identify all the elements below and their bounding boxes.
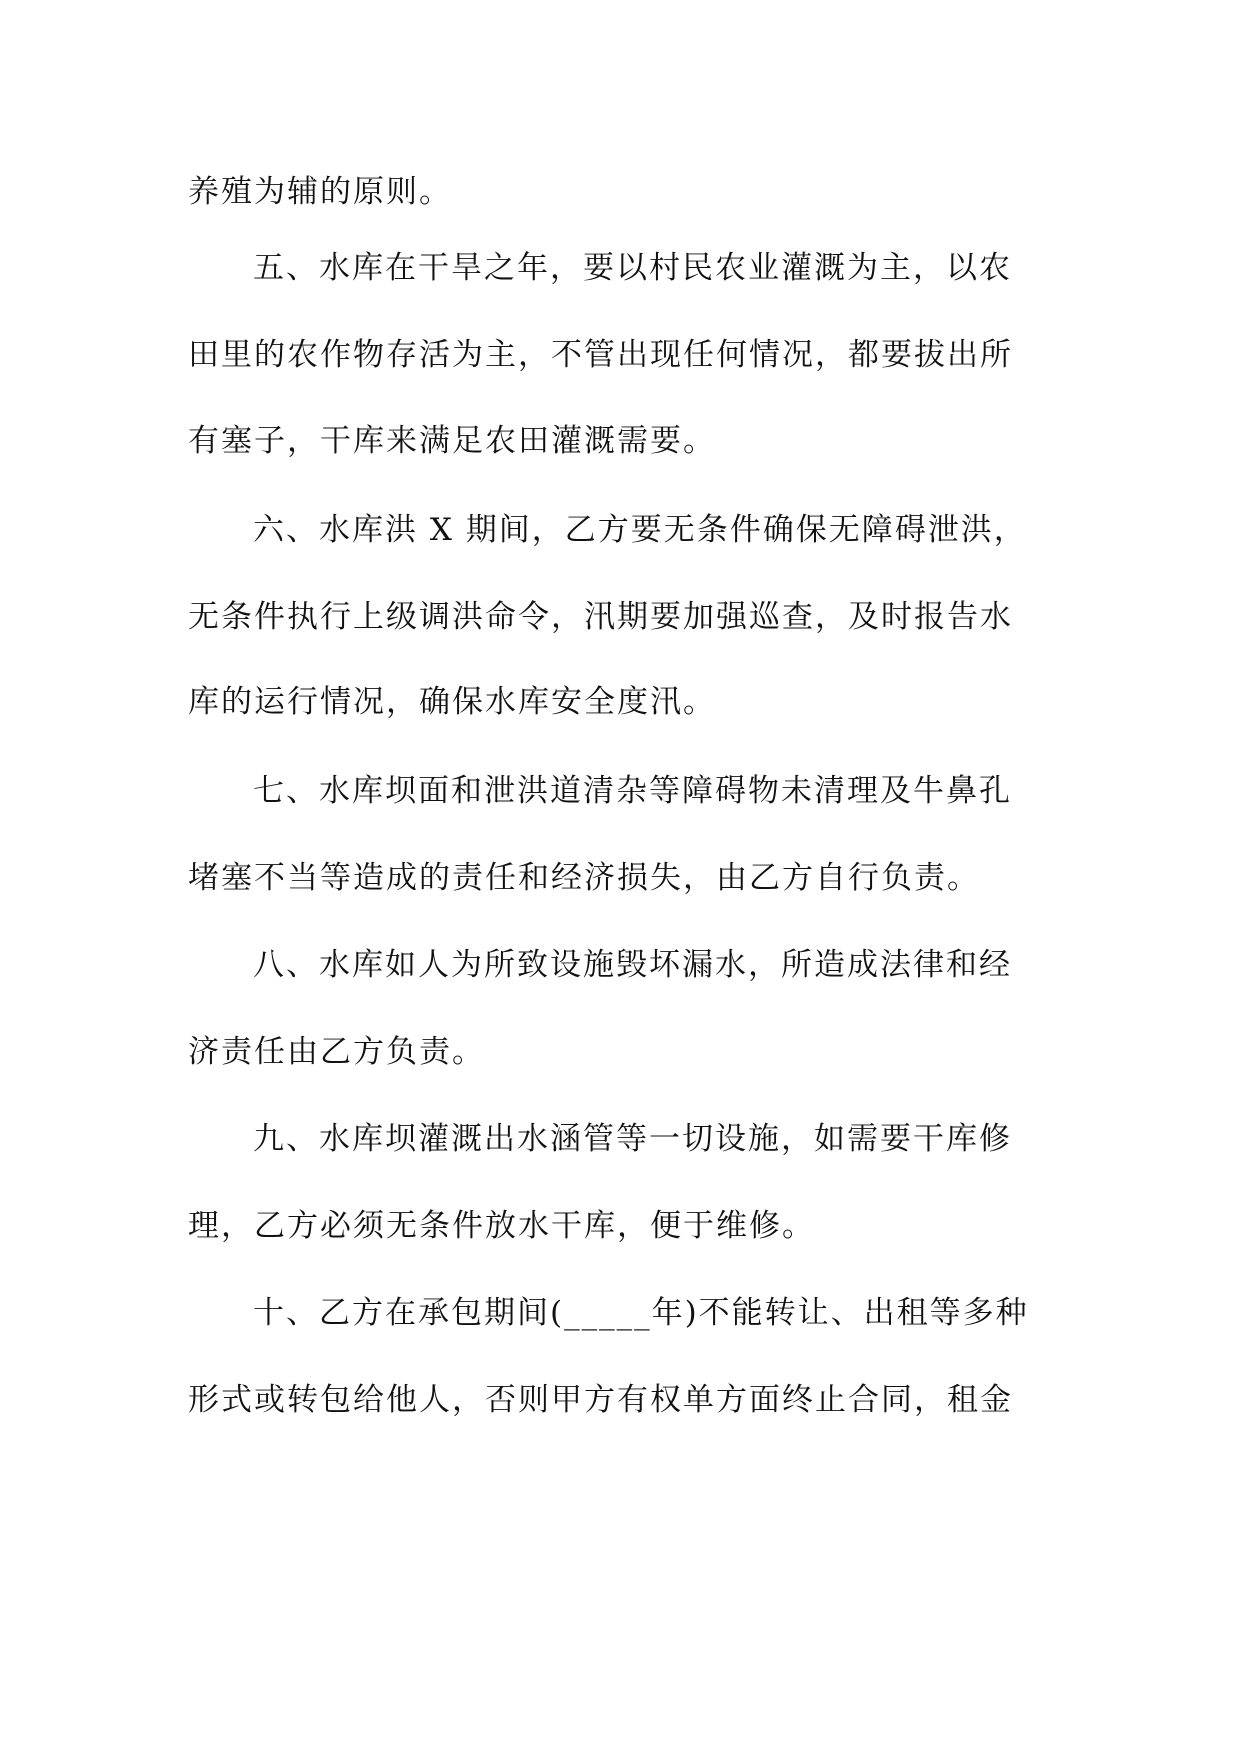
paragraph-line: 理，乙方必须无条件放水干库，便于维修。: [188, 1208, 815, 1244]
paragraph-line: 田里的农作物存活为主，不管出现任何情况，都要拔出所: [188, 337, 1013, 373]
paragraph-line: 无条件执行上级调洪命令，汛期要加强巡查，及时报告水: [188, 599, 1013, 635]
paragraph-line: 十、乙方在承包期间(_____年)不能转让、出租等多种: [253, 1295, 1029, 1331]
paragraph-line: 养殖为辅的原则。: [188, 174, 452, 210]
paragraph-line: 八、水库如人为所致设施毁坏漏水，所造成法律和经: [253, 947, 1012, 983]
paragraph-line: 七、水库坝面和泄洪道清杂等障碍物未清理及牛鼻孔: [253, 773, 1012, 809]
paragraph-line: 济责任由乙方负责。: [188, 1034, 485, 1070]
paragraph-line: 形式或转包给他人，否则甲方有权单方面终止合同，租金: [188, 1382, 1013, 1418]
paragraph-line: 五、水库在干旱之年，要以村民农业灌溉为主，以农: [253, 250, 1012, 286]
paragraph-line: 库的运行情况，确保水库安全度汛。: [188, 684, 716, 720]
paragraph-line: 六、水库洪 X 期间，乙方要无条件确保无障碍泄洪，: [253, 512, 1027, 548]
paragraph-line: 堵塞不当等造成的责任和经济损失，由乙方自行负责。: [188, 860, 980, 896]
paragraph-line: 有塞子，干库来满足农田灌溉需要。: [188, 423, 716, 459]
paragraph-line: 九、水库坝灌溉出水涵管等一切设施，如需要干库修: [253, 1121, 1012, 1157]
